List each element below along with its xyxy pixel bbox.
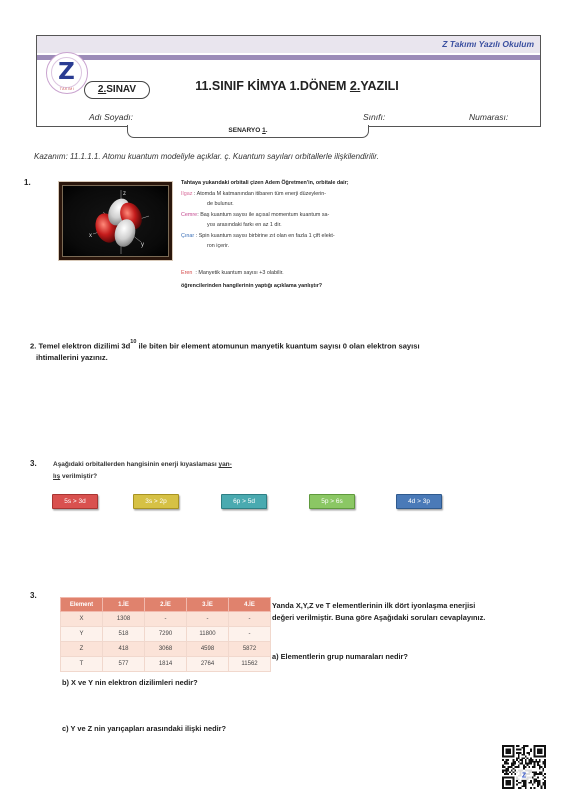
d-orbital-icon	[63, 186, 170, 258]
table-header: Element	[61, 598, 103, 612]
exam-title-word: YAZILI	[360, 79, 399, 93]
q1-number: 1.	[24, 178, 31, 187]
table-header-row	[61, 598, 271, 612]
superscript: 10	[130, 339, 137, 345]
statement-ilgaz: Ilgaz : Atomda M katmanından itibaren tüm enerji düzeylerin-	[181, 189, 381, 200]
q1-question: öğrencilerinden hangilerinin yaptığı açıklama yanlıştır?	[181, 283, 323, 289]
scenario-suffix: .	[265, 127, 268, 134]
option-5p-6s[interactable]: 5p > 6s	[309, 494, 355, 509]
exam-number-badge	[84, 81, 150, 99]
axis-label-x: x	[89, 233, 92, 239]
q3b-question-c: c) Y ve Z nin yarıçapları arasındaki ilişki nedir?	[62, 724, 227, 733]
table-row: X 1308 - - -	[61, 612, 271, 627]
table-row: Z 418 3068 4598 5872	[61, 642, 271, 657]
q3b-question-b: b) X ve Y nin elektron dizilimleri nedir?	[62, 678, 198, 687]
statement-text-cont: yısı arasındaki farkı en az 1 dir.	[207, 222, 282, 228]
class-label: Sınıfı:	[363, 112, 386, 122]
statement-text: Spin kuantum sayısı birbirine zıt olan en fazla 1 çift elekt-	[198, 232, 335, 239]
scenario-number: 1	[262, 127, 266, 134]
exam-word: SINAV	[106, 84, 137, 95]
qr-logo-letter: Z	[521, 772, 527, 780]
table-header: 1.İE	[103, 598, 145, 612]
name-label: Adı Soyadı:	[89, 112, 133, 122]
option-6p-5d[interactable]: 6p > 5d	[221, 494, 267, 509]
logo-subtext: TAKIMI	[59, 87, 75, 91]
header-divider	[37, 55, 540, 60]
exam-title-main: 11.SINIF KİMYA 1.DÖNEM	[195, 79, 347, 93]
exam-number: 2.	[97, 84, 107, 95]
statement-text: Manyetik kuantum sayısı +3 olabilir.	[198, 269, 284, 276]
q1-intro: Tahtaya yukarıdaki orbitali çizen Adem Öğretmen'in, orbitale dair;	[181, 180, 349, 186]
table-row: Y 518 7290 11800 -	[61, 627, 271, 642]
q3a-number: 3.	[30, 459, 37, 468]
student-name: Çınar	[181, 232, 195, 239]
exam-header	[36, 35, 541, 127]
exam-title-number: 2.	[349, 79, 361, 93]
student-name: Cemre	[181, 211, 198, 218]
statement-cinar: Çınar : Spin kuantum sayısı birbirine zıt olan en fazla 1 çift elekt-	[181, 231, 381, 242]
option-4d-3p[interactable]: 4d > 3p	[396, 494, 442, 509]
axis-label-z: z	[123, 191, 126, 197]
student-name: Ilgaz	[181, 190, 193, 197]
table-row: T 577 1814 2764 11562	[61, 657, 271, 672]
school-name: Z Takımı Yazılı Okulum	[442, 39, 534, 49]
table-header: 4.İE	[229, 598, 271, 612]
axis-label-y: y	[141, 242, 144, 248]
blackboard-frame	[62, 185, 169, 257]
qr-code-icon[interactable]	[502, 745, 546, 789]
q3a-text: Aşağıdaki orbitallerden hangisinin enerji kıyaslaması yan- lış verilmiştir?	[53, 461, 232, 480]
q3b-question-a: a) Elementlerin grup numaraları nedir?	[272, 652, 408, 661]
learning-outcome: Kazanım: 11.1.1.1. Atomu kuantum modeliyle açıklar. ç. Kuantum sayıları orbitallerle ilişkilendirilir.	[34, 152, 379, 161]
q3b-number: 3.	[30, 591, 37, 600]
q1-body	[181, 178, 381, 292]
statement-eren: Eren : Manyetik kuantum sayısı +3 olabilir.	[181, 268, 381, 279]
q2-text: 2. Temel elektron dizilimi $3d^{10}$ ile biten bir element atomunun manyetik kuantum sayısı 0 olan elektron sayısı ihtimallerini yazınız.	[30, 339, 420, 362]
z-logo-icon	[46, 52, 88, 94]
number-label: Numarası:	[469, 112, 509, 122]
ionization-energy-table	[60, 597, 271, 672]
statement-text: Baş kuantum sayısı ile açısal momentum kuantum sa-	[200, 211, 330, 218]
statement-text: Atomda M katmanından itibaren tüm enerji düzeylerin-	[196, 190, 327, 197]
table-header: 3.İE	[187, 598, 229, 612]
exam-title	[167, 79, 427, 93]
statement-text-cont: de bulunur.	[207, 201, 234, 207]
scenario-tab	[127, 125, 369, 138]
scenario-prefix: SENARYO	[228, 127, 263, 134]
logo-letter: Z	[51, 57, 82, 88]
statement-cemre: Cemre: Baş kuantum sayısı ile açısal momentum kuantum sa-	[181, 210, 381, 221]
orbital-blackboard-image	[58, 181, 173, 261]
statement-text-cont: ron içerir.	[207, 243, 230, 249]
q3b-description: Yanda X,Y,Z ve T elementlerinin ilk dört iyonlaşma enerjisi değeri verilmiştir. Buna göre Aşağıdaki soruları cevaplayınız.	[272, 601, 486, 623]
table-header: 2.İE	[145, 598, 187, 612]
option-5s-3d[interactable]: 5s > 3d	[52, 494, 98, 509]
option-3s-2p[interactable]: 3s > 2p	[133, 494, 179, 509]
student-name: Eren	[181, 269, 193, 276]
